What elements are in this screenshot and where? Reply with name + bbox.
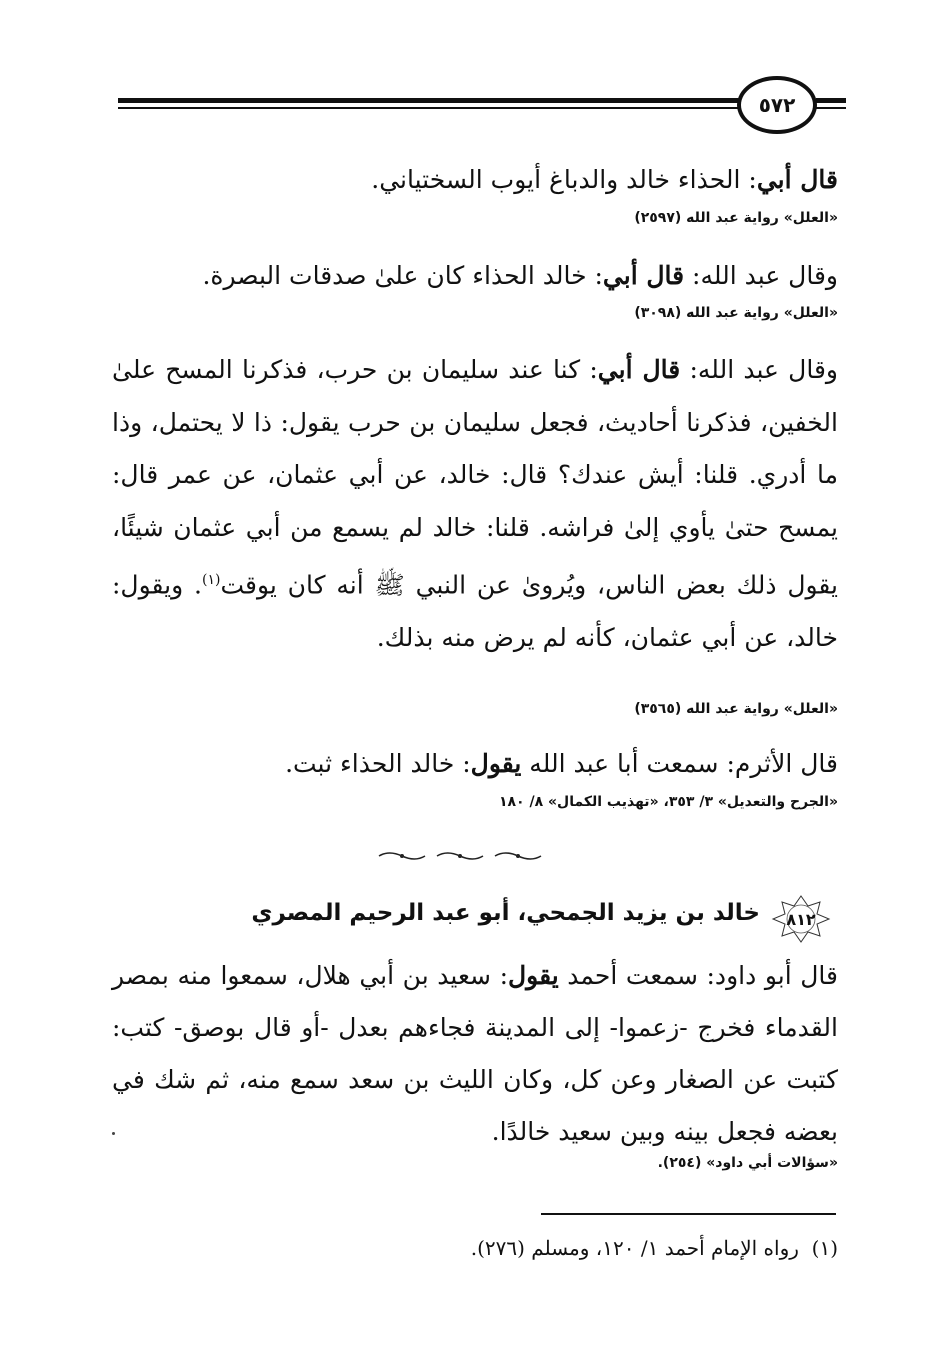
- speaker-lead: قال أبي: [756, 165, 838, 194]
- section-divider-ornament: [365, 849, 555, 863]
- narrator-intro: وقال عبد الله:: [680, 355, 838, 384]
- ornament-icon: [377, 850, 427, 862]
- entry-paragraph: [112, 950, 838, 1158]
- quote-text: : خالد الحذاء كان علىٰ صدقات البصرة.: [202, 261, 603, 290]
- footnote-reference[interactable]: (١): [201, 572, 221, 588]
- header-rule: [816, 107, 846, 109]
- ornament-icon: [493, 850, 543, 862]
- paragraph-3: [112, 344, 838, 664]
- entry-number-badge: [770, 894, 832, 944]
- paragraph-2: [112, 252, 838, 300]
- source-citation: «العلل» رواية عبد الله (٢٥٩٧): [634, 210, 838, 226]
- print-speck: [112, 1132, 115, 1135]
- footnote-text: رواه الإمام أحمد ١/ ١٢٠، ومسلم (٢٧٦).: [470, 1236, 799, 1260]
- speaker-lead: يقول: [508, 961, 559, 990]
- paragraph-1: [112, 156, 838, 204]
- source-citation: «سؤالات أبي داود» (٢٥٤).: [657, 1155, 838, 1171]
- footnote-rule: [541, 1213, 836, 1215]
- speaker-lead: قال أبي: [597, 355, 681, 384]
- source-citation: «العلل» رواية عبد الله (٣٥٦٥): [634, 701, 838, 717]
- quote-text-continued: . ويقول: خالد، عن أبي عثمان، كأنه لم يرض منه بذلك.: [112, 570, 838, 652]
- ornament-icon: [435, 850, 485, 862]
- entry-number: ٨١٢: [786, 910, 816, 929]
- header-rule: [118, 107, 740, 109]
- entry-title: خالد بن يزيد الجمحي، أبو عبد الرحيم المصري: [251, 900, 760, 926]
- star-ornament-icon: [770, 894, 832, 944]
- speaker-lead: يقول: [470, 749, 522, 778]
- quote-text: : الحذاء خالد والدباغ أيوب السختياني.: [371, 165, 757, 194]
- footnote-marker: (١): [811, 1236, 838, 1260]
- header-rule: [118, 98, 740, 103]
- speaker-lead: قال أبي: [602, 261, 685, 290]
- narrator-intro: قال الأثرم: سمعت أبا عبد الله: [521, 749, 838, 778]
- narrator-intro: وقال عبد الله:: [684, 261, 838, 290]
- page-number: ٥٧٢: [737, 76, 817, 134]
- quote-text: : كنا عند سليمان بن حرب، فذكرنا المسح علىٰ الخفين، فذكرنا أحاديث، فجعل سليمان بن حرب يقول: ذا لا يحتمل، وذا ما أدري. قلنا: أيش عندك؟ قال: خالد، عن أبي عثمان، عن عمر قال: يمسح حتىٰ يأوي إلىٰ فراشه. قلنا: خالد لم يسمع من أبي عثمان شيئًا، يقول ذلك بعض الناس، ويُروىٰ عن النبي ﷺ أنه كان يوقت: [112, 355, 839, 600]
- source-citation: «الجرح والتعديل» ٣/ ٣٥٣، «تهذيب الكمال» ٨/ ١٨٠: [498, 794, 838, 810]
- footnote: [112, 1232, 838, 1264]
- quote-text: : سعيد بن أبي هلال، سمعوا منه بمصر القدماء فخرج -زعموا- إلى المدينة فجاءهم بعدل -أو قال بوصق- كتب: كتبت عن الصغار وعن كل، وكان الليث بن سعد سمع منه، ثم شك في بعضه فجعل بينه وبين سعيد خالدًا.: [112, 961, 838, 1146]
- quote-text: : خالد الحذاء ثبت.: [285, 749, 471, 778]
- source-citation: «العلل» رواية عبد الله (٣٠٩٨): [634, 305, 838, 321]
- narrator-intro: قال أبو داود: سمعت أحمد: [558, 961, 838, 990]
- paragraph-4: [112, 740, 838, 788]
- header-rule: [816, 98, 846, 103]
